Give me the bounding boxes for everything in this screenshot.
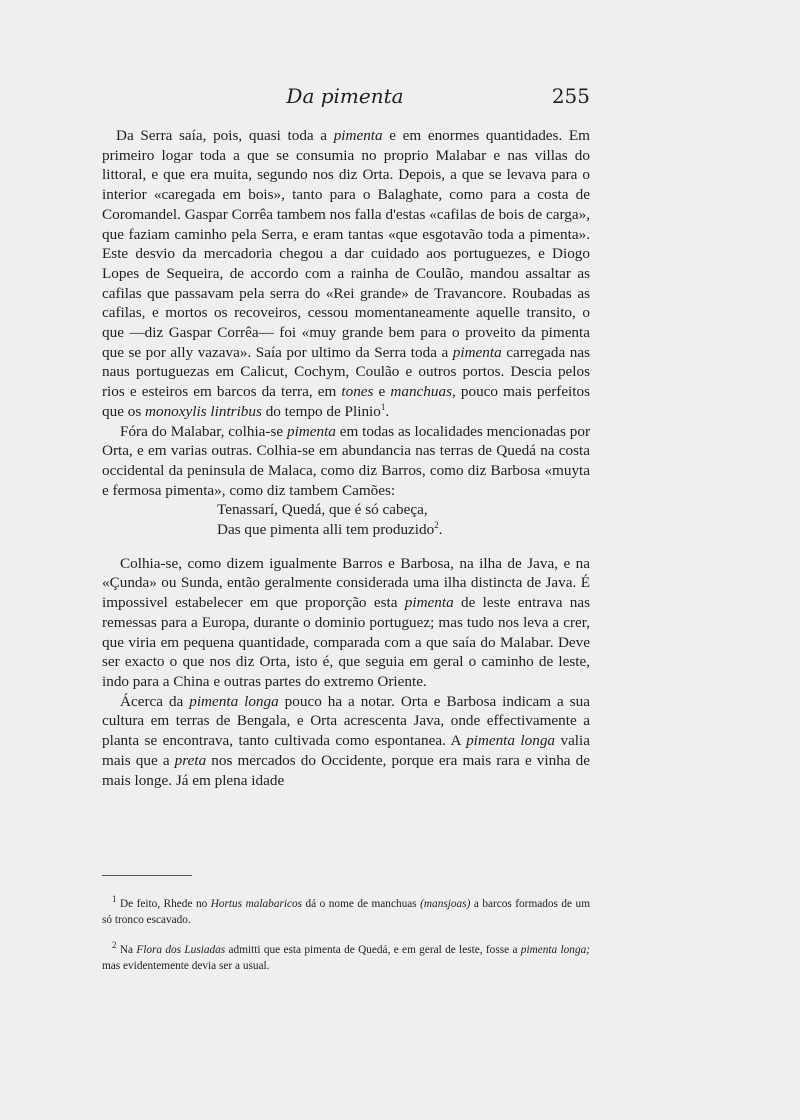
italic-term: tones — [341, 383, 374, 401]
text-run: admitti que esta pimenta de Quedá, e em geral de leste, fosse a — [225, 944, 521, 956]
main-text — [102, 126, 590, 790]
text-run: pouco mais perfeitos que os — [102, 383, 591, 420]
footnote-ref-1: 1 — [380, 401, 386, 412]
italic-term: manchuas, — [390, 383, 456, 401]
text-run: Ácerca da — [120, 692, 190, 710]
italic-term: Flora dos Lusiadas — [136, 944, 226, 956]
text-run: em todas as localidades mencionadas por Orta, e em varias outras. Colhia-se em abundancia nas terras de Quedá na costa occidental da peninsula de Malaca, como diz Barros, como diz Barbosa «muyta e fermosa pimenta», como diz tambem Camões: — [102, 422, 590, 499]
paragraph-3 — [102, 554, 590, 692]
text-run: do tempo de Plinio — [261, 402, 381, 420]
text-run: e em enormes quantidades. Em primeiro logar toda a que se consumia no proprio Malabar e nas villas do littoral, e que era muita, segundo nos diz Orta. Depois, a que se levava para o interior «caregada em bois», tanto para o Balaghate, como para a costa de Coromandel. Gaspar Corrêa tambem nos falla d'estas «cafilas de bois de carga», que faziam caminho pela Serra, e eram tantas «que esgotavão toda a pimenta». Este desvio da mercadoria chegou a dar cuidado aos portuguezes, e Diogo Lopes de Sequeira, de accordo com a rainha de Coulão, mandou assaltar as cafilas que passavam pela serra do «Rei grande» de Travancore. Roubadas as cafilas, e mortos os recoveiros, cessou momentaneamente aquelle transito, o que —diz Gaspar Corrêa— foi «muy grande bem para o proveito da pimenta que se por ally vazava». Saía por ultimo da Serra toda a — [102, 127, 590, 361]
italic-term: Hortus malabaricos — [210, 898, 303, 910]
text-run: Da Serra saía, pois, quasi toda a — [116, 127, 334, 144]
paragraph-1 — [102, 126, 590, 422]
text-run: De feito, Rhede no — [116, 898, 211, 910]
verse-quote — [217, 500, 590, 539]
text-run: de leste entrava nas remessas para a Europa, durante o dominio portuguez; mas tudo nos leva a crer, que viria em pequena quantidade, comparada com a que saía do Malabar. Deve ser exacto o que nos diz Orta, isto é, que seguia em geral o caminho de leste, indo para a China e outras partes do extremo Oriente. — [102, 594, 590, 690]
text-run: Fóra do Malabar, colhia-se — [120, 422, 287, 440]
text-run: e — [373, 383, 391, 401]
footnotes — [102, 896, 590, 988]
page-number: 255 — [551, 84, 590, 108]
text-run: . — [438, 521, 443, 539]
italic-term: preta — [174, 751, 207, 769]
italic-term: pimenta longa — [466, 732, 556, 750]
text-run: carregada nas naus portuguezas em Calicut, Cochym, Coulão e outros portos. Descia pelos rios e esteiros em barcos da terra, em — [102, 343, 590, 401]
italic-term: pimenta — [286, 422, 336, 440]
italic-term: (mansjoas) — [420, 898, 471, 910]
text-run: valia mais que a — [102, 732, 590, 769]
italic-term: monoxylis lintribus — [145, 402, 262, 420]
footnote-1 — [102, 896, 590, 928]
text-run: Das que pimenta alli tem produzido — [217, 521, 435, 539]
text-run: Na — [116, 944, 137, 956]
text-run: mas evidentemente devia ser a usual. — [102, 960, 270, 972]
paragraph-4 — [102, 692, 590, 791]
footnote-mark: 1 — [112, 894, 117, 905]
verse-line-2 — [217, 520, 590, 540]
text-run: a barcos formados de um só tronco escavado. — [102, 898, 590, 926]
text-run: dá o nome de manchuas — [302, 898, 421, 910]
italic-term: pimenta longa; — [520, 944, 591, 956]
paragraph-2 — [102, 422, 590, 501]
footnote-divider — [102, 875, 192, 876]
running-header — [100, 84, 590, 112]
text-run: . — [385, 402, 390, 420]
footnote-ref-2: 2 — [434, 520, 439, 530]
footnote-mark: 2 — [112, 940, 117, 951]
text-run: nos mercados do Occidente, porque era mais rara e vinha de mais longe. Já em plena idade — [102, 751, 590, 789]
verse-line-1: Tenassarí, Quedá, que é só cabeça, — [217, 501, 428, 519]
italic-term: pimenta — [452, 343, 502, 361]
footnote-2 — [102, 942, 590, 974]
running-title: Da pimenta — [286, 84, 404, 108]
italic-term: pimenta — [333, 127, 383, 144]
italic-term: pimenta — [404, 594, 454, 612]
text-run: Colhia-se, como dizem igualmente Barros e Barbosa, na ilha de Java, e na «Çunda» ou Sunda, então geralmente considerada uma ilha distincta de Java. É impossivel estabelecer em que proporção esta — [102, 554, 590, 612]
italic-term: pimenta longa — [189, 692, 279, 710]
text-run: pouco ha a notar. Orta e Barbosa indicam a sua cultura em terras de Bengala, e Orta acrescenta Java, onde effectivamente a planta se encontrava, tanto cultivada como espontanea. A — [102, 692, 590, 750]
